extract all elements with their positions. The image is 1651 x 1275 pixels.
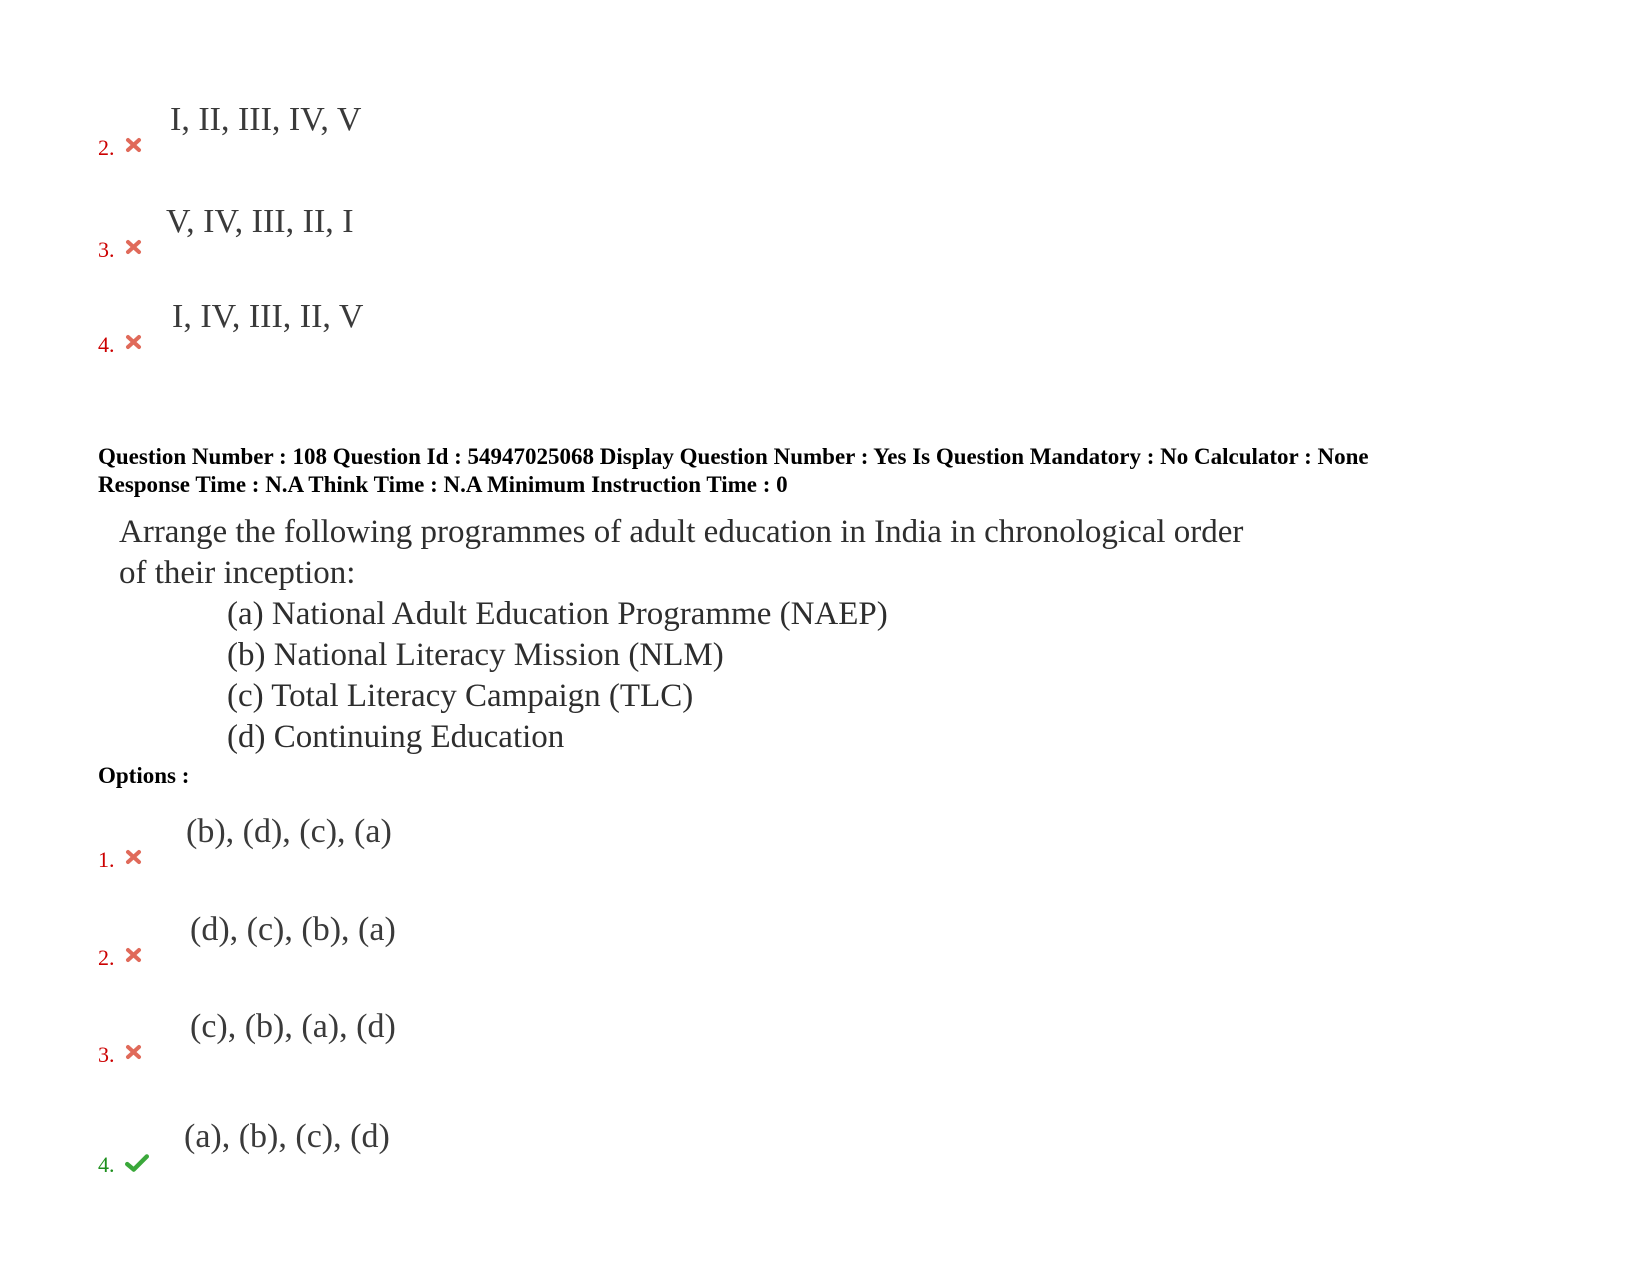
- check-icon: [125, 1153, 149, 1173]
- stem-items: [119, 594, 1419, 758]
- question-meta-line-1: Question Number : 108 Question Id : 54947025068 Display Question Number : Yes Is Question Mandatory : No Calculator : None: [98, 444, 1369, 469]
- cross-icon: [125, 946, 143, 964]
- option-text: I, IV, III, II, V: [172, 298, 364, 335]
- option-number: 3.: [98, 1042, 115, 1067]
- stem-line-2: of their inception:: [119, 555, 356, 591]
- option-2: [98, 910, 698, 970]
- option-text: I, II, III, IV, V: [170, 101, 362, 138]
- option-3: [98, 1007, 698, 1067]
- option-text: V, IV, III, II, I: [166, 203, 354, 240]
- option-number: 4.: [98, 332, 115, 357]
- option-text: (c), (b), (a), (d): [190, 1008, 396, 1045]
- option-number: 2.: [98, 945, 115, 970]
- question-meta: [98, 443, 1618, 499]
- question-meta-line-2: Response Time : N.A Think Time : N.A Minimum Instruction Time : 0: [98, 472, 788, 497]
- cross-icon: [125, 136, 143, 154]
- stem-item-c: (c) Total Literacy Campaign (TLC): [227, 678, 694, 714]
- option-number: 4.: [98, 1152, 115, 1177]
- cross-icon: [125, 848, 143, 866]
- stem-item-d: (d) Continuing Education: [227, 719, 565, 755]
- stem-line-1: Arrange the following programmes of adult education in India in chronological order: [119, 514, 1244, 550]
- options-label: Options :: [98, 763, 190, 788]
- option-text: (a), (b), (c), (d): [184, 1118, 390, 1155]
- option-1: [98, 812, 698, 872]
- prev-option-3: [98, 202, 698, 262]
- stem-item-a: (a) National Adult Education Programme (NAEP): [227, 596, 888, 632]
- prev-option-4: [98, 297, 698, 357]
- option-number: 2.: [98, 135, 115, 160]
- option-4: [98, 1117, 698, 1177]
- option-number: 1.: [98, 847, 115, 872]
- cross-icon: [125, 333, 143, 351]
- option-number: 3.: [98, 237, 115, 262]
- question-stem: [119, 512, 1419, 758]
- cross-icon: [125, 238, 143, 256]
- stem-item-b: (b) National Literacy Mission (NLM): [227, 637, 724, 673]
- option-text: (d), (c), (b), (a): [190, 911, 396, 948]
- cross-icon: [125, 1043, 143, 1061]
- prev-option-2: [98, 100, 698, 160]
- option-text: (b), (d), (c), (a): [186, 813, 392, 850]
